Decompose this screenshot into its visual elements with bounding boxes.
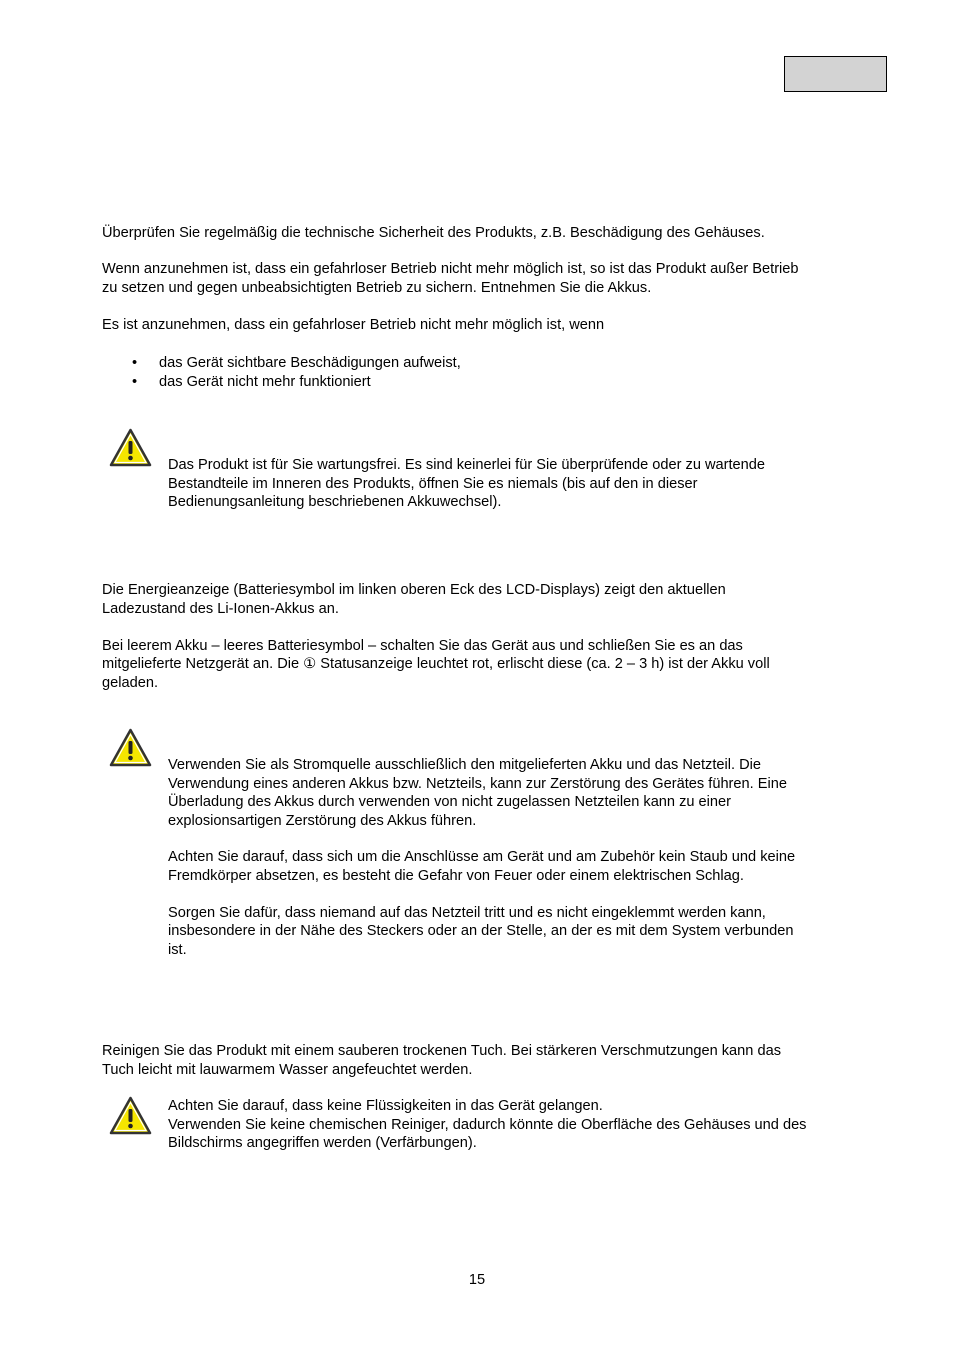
warning-text-line: Verwenden Sie keine chemischen Reiniger, dadurch könnte die Oberfläche des Gehäuses und des xyxy=(168,1117,807,1133)
paragraph-safety-check: Überprüfen Sie regelmäßig die technische Sicherheit des Produkts, z.B. Beschädigung des Gehäuses. xyxy=(102,225,765,241)
warning-triangle-icon xyxy=(109,428,152,467)
warning-text-line: Das Produkt ist für Sie wartungsfrei. Es sind keinerlei für Sie überprüfende oder zu wartende xyxy=(168,457,766,473)
warning-triangle-icon xyxy=(109,1096,152,1135)
paragraph-charging-1: Bei leerem Akku – leeres Batteriesymbol – schalten Sie das Gerät aus und schließen Sie es an das xyxy=(102,638,743,654)
paragraph-out-of-service-2: zu setzen und gegen unbeabsichtigten Betrieb zu sichern. Entnehmen Sie die Akkus. xyxy=(102,280,652,296)
list-item: das Gerät sichtbare Beschädigungen aufweist, xyxy=(159,355,461,371)
paragraph-out-of-service-1: Wenn anzunehmen ist, dass ein gefahrloser Betrieb nicht mehr möglich ist, so ist das Produkt außer Betrieb xyxy=(102,261,799,277)
bullet-icon: • xyxy=(132,374,138,390)
warning-triangle-icon xyxy=(109,728,152,767)
page-number: 15 xyxy=(468,1272,486,1288)
language-tab xyxy=(784,56,887,92)
bullet-icon: • xyxy=(132,355,138,371)
warning-text-line: Verwendung eines anderen Akkus bzw. Netzteils, kann zur Zerstörung des Gerätes führen. Eine xyxy=(168,776,787,792)
warning-text-line: Sorgen Sie dafür, dass niemand auf das Netzteil tritt und es nicht eingeklemmt werden kann, xyxy=(168,905,766,921)
warning-text-line: ist. xyxy=(168,942,187,958)
warning-text-line: Bildschirms angegriffen werden (Verfärbungen). xyxy=(168,1135,477,1151)
warning-text-line: insbesondere in der Nähe des Steckers oder an der Stelle, an der es mit dem System verbunden xyxy=(168,923,794,939)
warning-text-line: Achten Sie darauf, dass sich um die Anschlüsse am Gerät und am Zubehör kein Staub und keine xyxy=(168,849,796,865)
warning-text-line: explosionsartigen Zerstörung des Akkus führen. xyxy=(168,813,477,829)
warning-text-line: Bedienungsanleitung beschriebenen Akkuwechsel). xyxy=(168,494,502,510)
paragraph-energy-display-1: Die Energieanzeige (Batteriesymbol im linken oberen Eck des LCD-Displays) zeigt den aktuellen xyxy=(102,582,726,598)
paragraph-energy-display-2: Ladezustand des Li-Ionen-Akkus an. xyxy=(102,601,339,617)
paragraph-conditions-intro: Es ist anzunehmen, dass ein gefahrloser Betrieb nicht mehr möglich ist, wenn xyxy=(102,317,605,333)
warning-text-line: Verwenden Sie als Stromquelle ausschließlich den mitgelieferten Akku und das Netzteil. Die xyxy=(168,757,761,773)
list-item: das Gerät nicht mehr funktioniert xyxy=(159,374,371,390)
paragraph-cleaning-1: Reinigen Sie das Produkt mit einem sauberen trockenen Tuch. Bei stärkeren Verschmutzungen kann das xyxy=(102,1043,781,1059)
warning-text-line: Fremdkörper absetzen, es besteht die Gefahr von Feuer oder einem elektrischen Schlag. xyxy=(168,868,744,884)
warning-text-line: Überladung des Akkus durch verwenden von nicht zugelassen Netzteilen kann zu einer xyxy=(168,794,732,810)
warning-text-line: Achten Sie darauf, dass keine Flüssigkeiten in das Gerät gelangen. xyxy=(168,1098,603,1114)
paragraph-charging-2: mitgelieferte Netzgerät an. Die ① Statusanzeige leuchtet rot, erlischt diese (ca. 2 – 3 h) ist der Akku voll xyxy=(102,656,770,672)
warning-text-line: Bestandteile im Inneren des Produkts, öffnen Sie es niemals (bis auf den in dieser xyxy=(168,476,698,492)
paragraph-cleaning-2: Tuch leicht mit lauwarmem Wasser angefeuchtet werden. xyxy=(102,1062,473,1078)
paragraph-charging-3: geladen. xyxy=(102,675,158,691)
